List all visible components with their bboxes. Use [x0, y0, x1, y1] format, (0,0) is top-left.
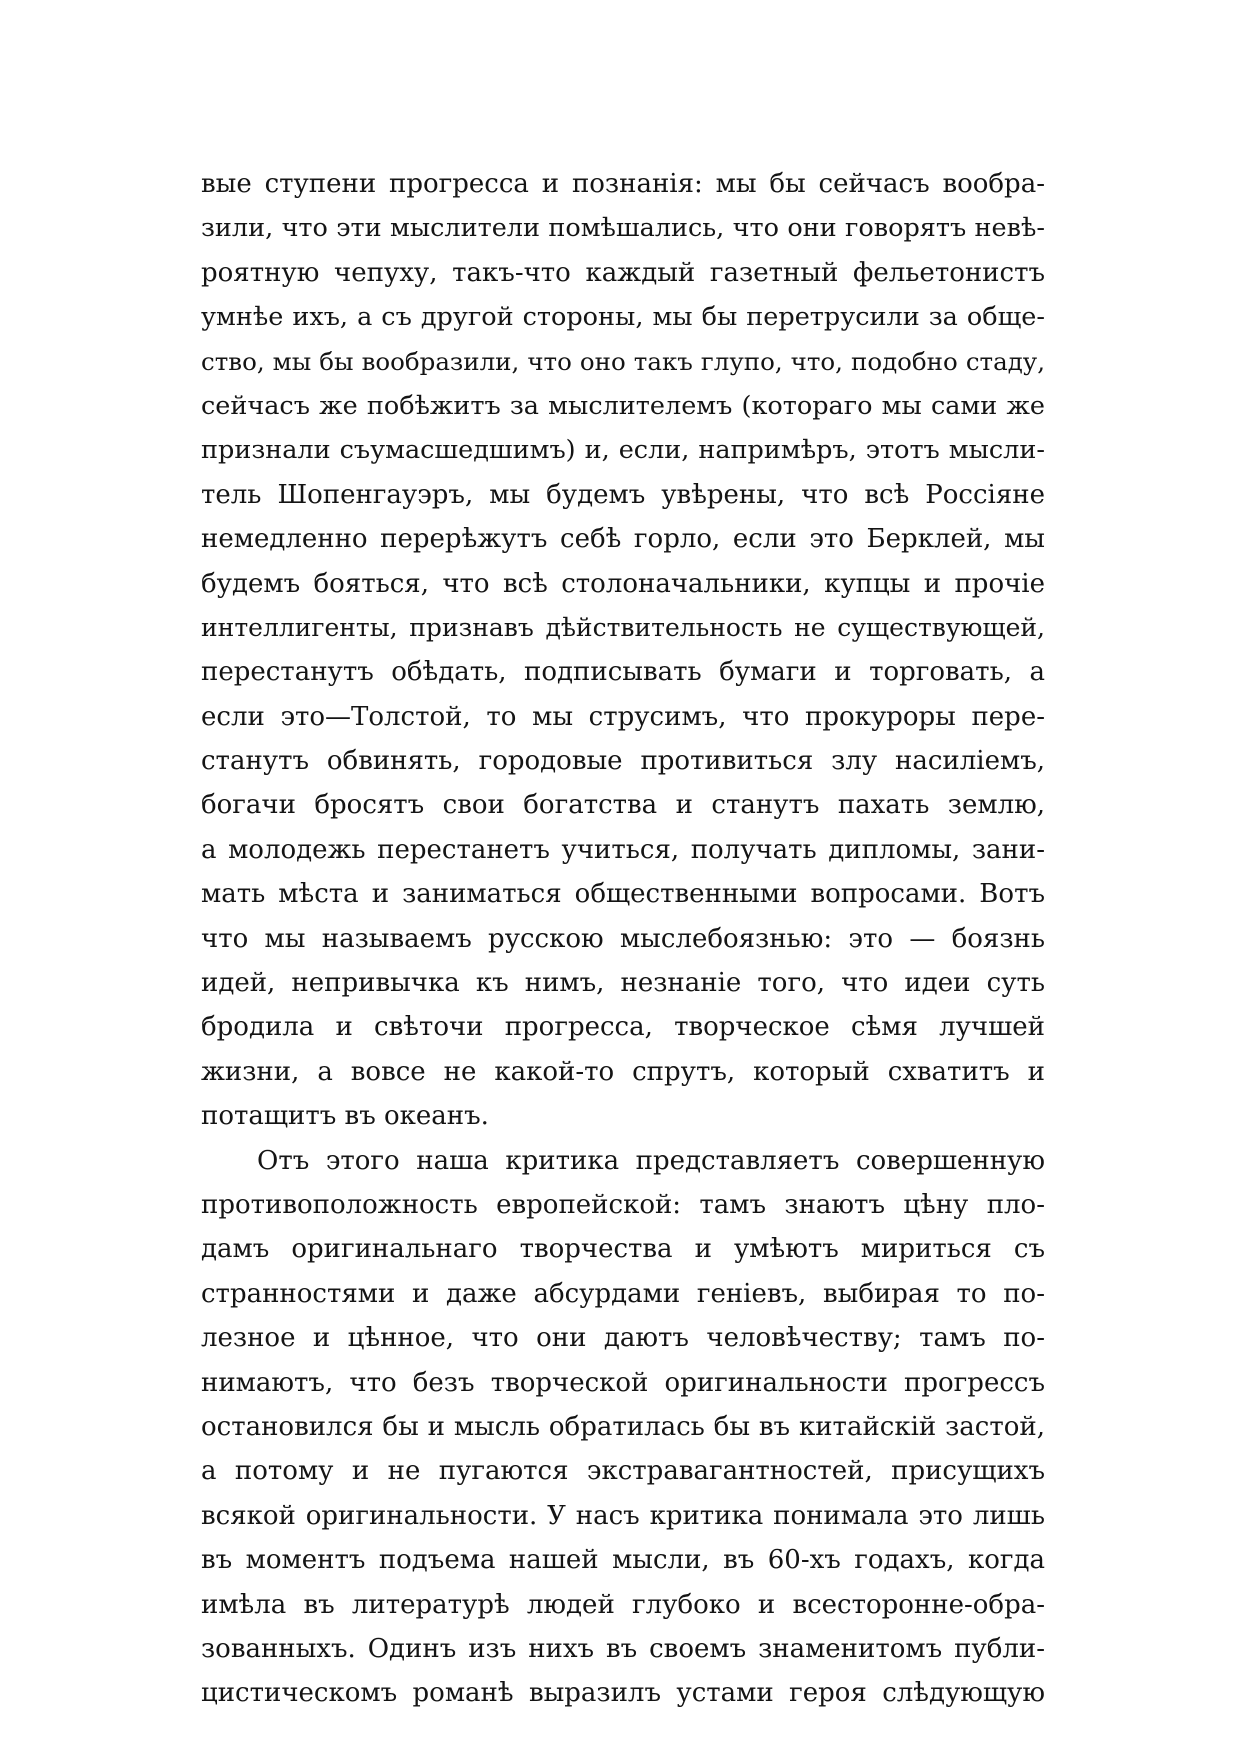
text-line: богачи бросятъ свои богатства и станутъ пахать землю,	[201, 790, 1045, 821]
text-line: противоположность европейской: тамъ знаютъ цѣну пло-	[201, 1189, 1045, 1220]
text-line: ство, мы бы вообразили, что оно такъ глупо, что, подобно стаду,	[201, 346, 1045, 376]
text-line: вые ступени прогресса и познанія: мы бы сейчасъ вообра-	[201, 169, 1045, 199]
text-line: станутъ обвинять, городовые противиться злу насиліемъ,	[201, 746, 1045, 777]
text-line: остановился бы и мысль обратилась бы въ китайскій застой,	[201, 1411, 1045, 1442]
text-line: жизни, а вовсе не какой-то спрутъ, который схватитъ и	[201, 1056, 1045, 1087]
text-line: если это—Толстой, то мы струсимъ, что прокуроры пере-	[201, 701, 1045, 732]
text-line: нимаютъ, что безъ творческой оригинальности прогрессъ	[201, 1367, 1045, 1398]
text-line: признали съумасшедшимъ) и, если, напримѣръ, этотъ мысли-	[201, 435, 1045, 466]
text-line: будемъ бояться, что всѣ столоначальники, купцы и прочіе	[201, 568, 1045, 599]
text-line: зованныхъ. Одинъ изъ нихъ въ своемъ знаменитомъ публи-	[201, 1633, 1045, 1664]
text-line: умнѣе ихъ, а съ другой стороны, мы бы перетрусили за обще-	[201, 302, 1045, 333]
text-line: имѣла въ литературѣ людей глубоко и всесторонне-обра-	[201, 1589, 1045, 1620]
text-line: а потому и не пугаются экстравагантностей, присущихъ	[201, 1456, 1045, 1487]
page-text	[201, 162, 1045, 1716]
text-line: цистическомъ романѣ выразилъ устами героя слѣдующую	[201, 1678, 1045, 1709]
text-line: дамъ оригинальнаго творчества и умѣютъ мириться съ	[201, 1234, 1045, 1265]
text-line: немедленно перерѣжутъ себѣ горло, если это Берклей, мы	[201, 524, 1045, 555]
text-line: идей, непривычка къ нимъ, незнаніе того, что идеи суть	[201, 968, 1045, 999]
text-line: тель Шопенгауэръ, мы будемъ увѣрены, что всѣ Россіяне	[201, 479, 1045, 510]
text-line: перестанутъ обѣдать, подписывать бумаги и торговать, а	[201, 657, 1045, 688]
text-line: зили, что эти мыслители помѣшались, что они говорятъ невѣ-	[201, 213, 1045, 244]
text-line: а молодежь перестанетъ учиться, получать дипломы, зани-	[201, 834, 1045, 865]
paragraph-start-line: Отъ этого наша критика представляетъ совершенную	[257, 1145, 1045, 1176]
text-line: бродила и свѣточи прогресса, творческое сѣмя лучшей	[201, 1012, 1045, 1043]
text-line: въ моментъ подъема нашей мысли, въ 60-хъ годахъ, когда	[201, 1545, 1045, 1576]
text-line: лезное и цѣнное, что они даютъ человѣчеству; тамъ по-	[201, 1323, 1045, 1354]
text-line: интеллигенты, признавъ дѣйствительность не существующей,	[201, 612, 1045, 642]
text-line: странностями и даже абсурдами геніевъ, выбирая то по-	[201, 1278, 1045, 1309]
paragraph-end-line: потащитъ въ океанъ.	[201, 1101, 489, 1132]
text-line: что мы называемъ русскою мыслебоязнью: это — боязнь	[201, 923, 1045, 954]
text-line: мать мѣста и заниматься общественными вопросами. Вотъ	[201, 879, 1045, 910]
text-line: роятную чепуху, такъ-что каждый газетный фельетонистъ	[201, 257, 1045, 288]
text-line: всякой оригинальности. У насъ критика понимала это лишь	[201, 1500, 1045, 1531]
text-line: сейчасъ же побѣжитъ за мыслителемъ (котораго мы сами же	[201, 390, 1045, 421]
